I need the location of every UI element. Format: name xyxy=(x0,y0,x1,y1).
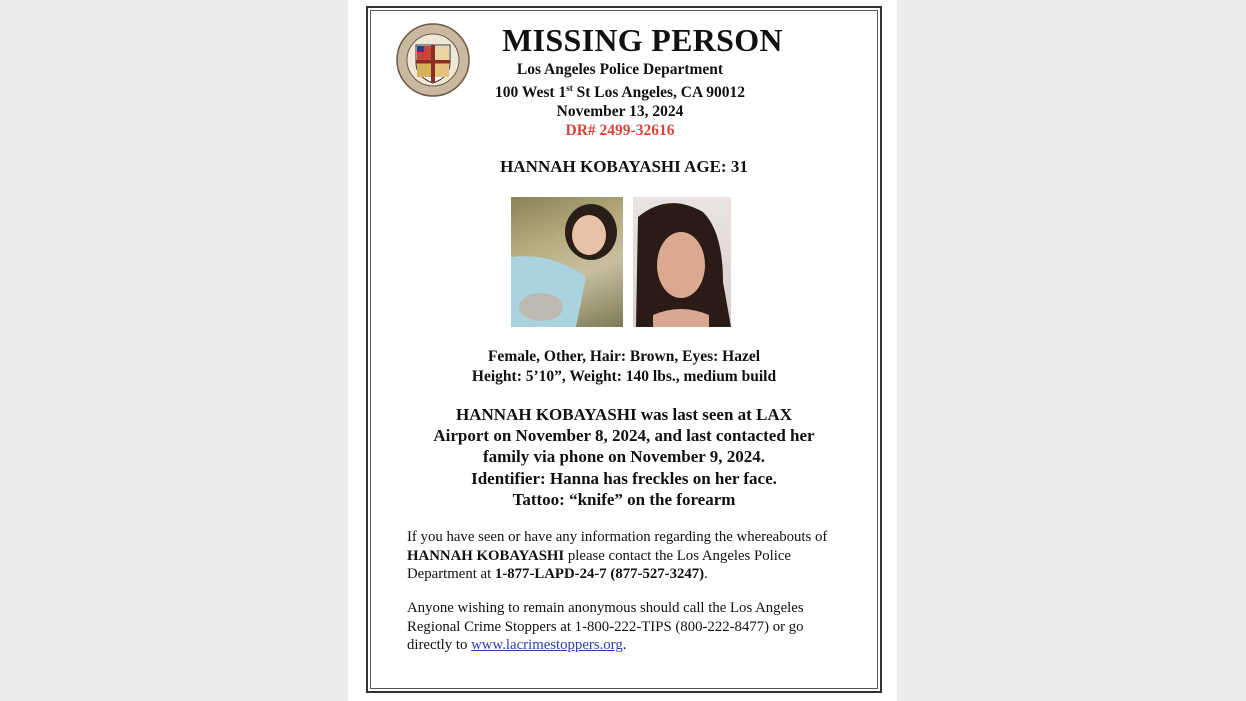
address xyxy=(470,79,770,102)
physical-description xyxy=(366,347,882,387)
header-info xyxy=(470,60,770,140)
contact-text: If you have seen or have any information regarding the whereabouts of xyxy=(407,529,828,545)
anonymous-text: Anyone wishing to remain anonymous should call the Los Angeles Regional Crime Stoppers at 1-800-222-TIPS (800-222-8477) or go directly to xyxy=(407,600,804,653)
description-line: Female, Other, Hair: Brown, Eyes: Hazel xyxy=(487,348,761,365)
description-line: Height: 5’10”, Weight: 140 lbs., medium build xyxy=(471,368,777,385)
address-number: 100 West 1 xyxy=(495,84,567,102)
department-name: Los Angeles Police Department xyxy=(516,61,724,78)
contact-text: please contact the Los Angeles Police Department at xyxy=(407,547,792,582)
contact-text: . xyxy=(704,566,708,582)
story-line: family via phone on November 9, 2024. xyxy=(482,447,766,467)
flyer-date: November 13, 2024 xyxy=(556,103,684,121)
dr-number: DR# 2499-32616 xyxy=(565,122,675,140)
crimestoppers-link[interactable]: www.lacrimestoppers.org xyxy=(471,637,623,653)
lapd-phone: 1-877-LAPD-24-7 (877-527-3247) xyxy=(494,566,705,582)
story-line: Tattoo: “knife” on the forearm xyxy=(512,489,736,509)
person-photo-1 xyxy=(511,197,623,327)
story-line: HANNAH KOBAYASHI was last seen at LAX xyxy=(456,405,792,424)
contact-paragraph xyxy=(407,528,847,584)
city-seal-logo xyxy=(396,23,470,97)
contact-name: HANNAH KOBAYASHI xyxy=(407,547,565,564)
last-seen-details xyxy=(366,404,882,510)
anonymous-paragraph xyxy=(407,599,847,655)
flyer-title: MISSING PERSON xyxy=(502,22,783,58)
anonymous-text: . xyxy=(622,637,627,653)
person-photo-2 xyxy=(633,197,731,327)
story-line: Identifier: Hanna has freckles on her face. xyxy=(471,468,777,488)
address-sup: st xyxy=(566,83,573,93)
address-street: St Los Angeles, CA 90012 xyxy=(572,84,745,102)
story-line: Airport on November 8, 2024, and last contacted her xyxy=(433,426,815,446)
person-name-age: HANNAH KOBAYASHI AGE: 31 xyxy=(500,157,748,176)
